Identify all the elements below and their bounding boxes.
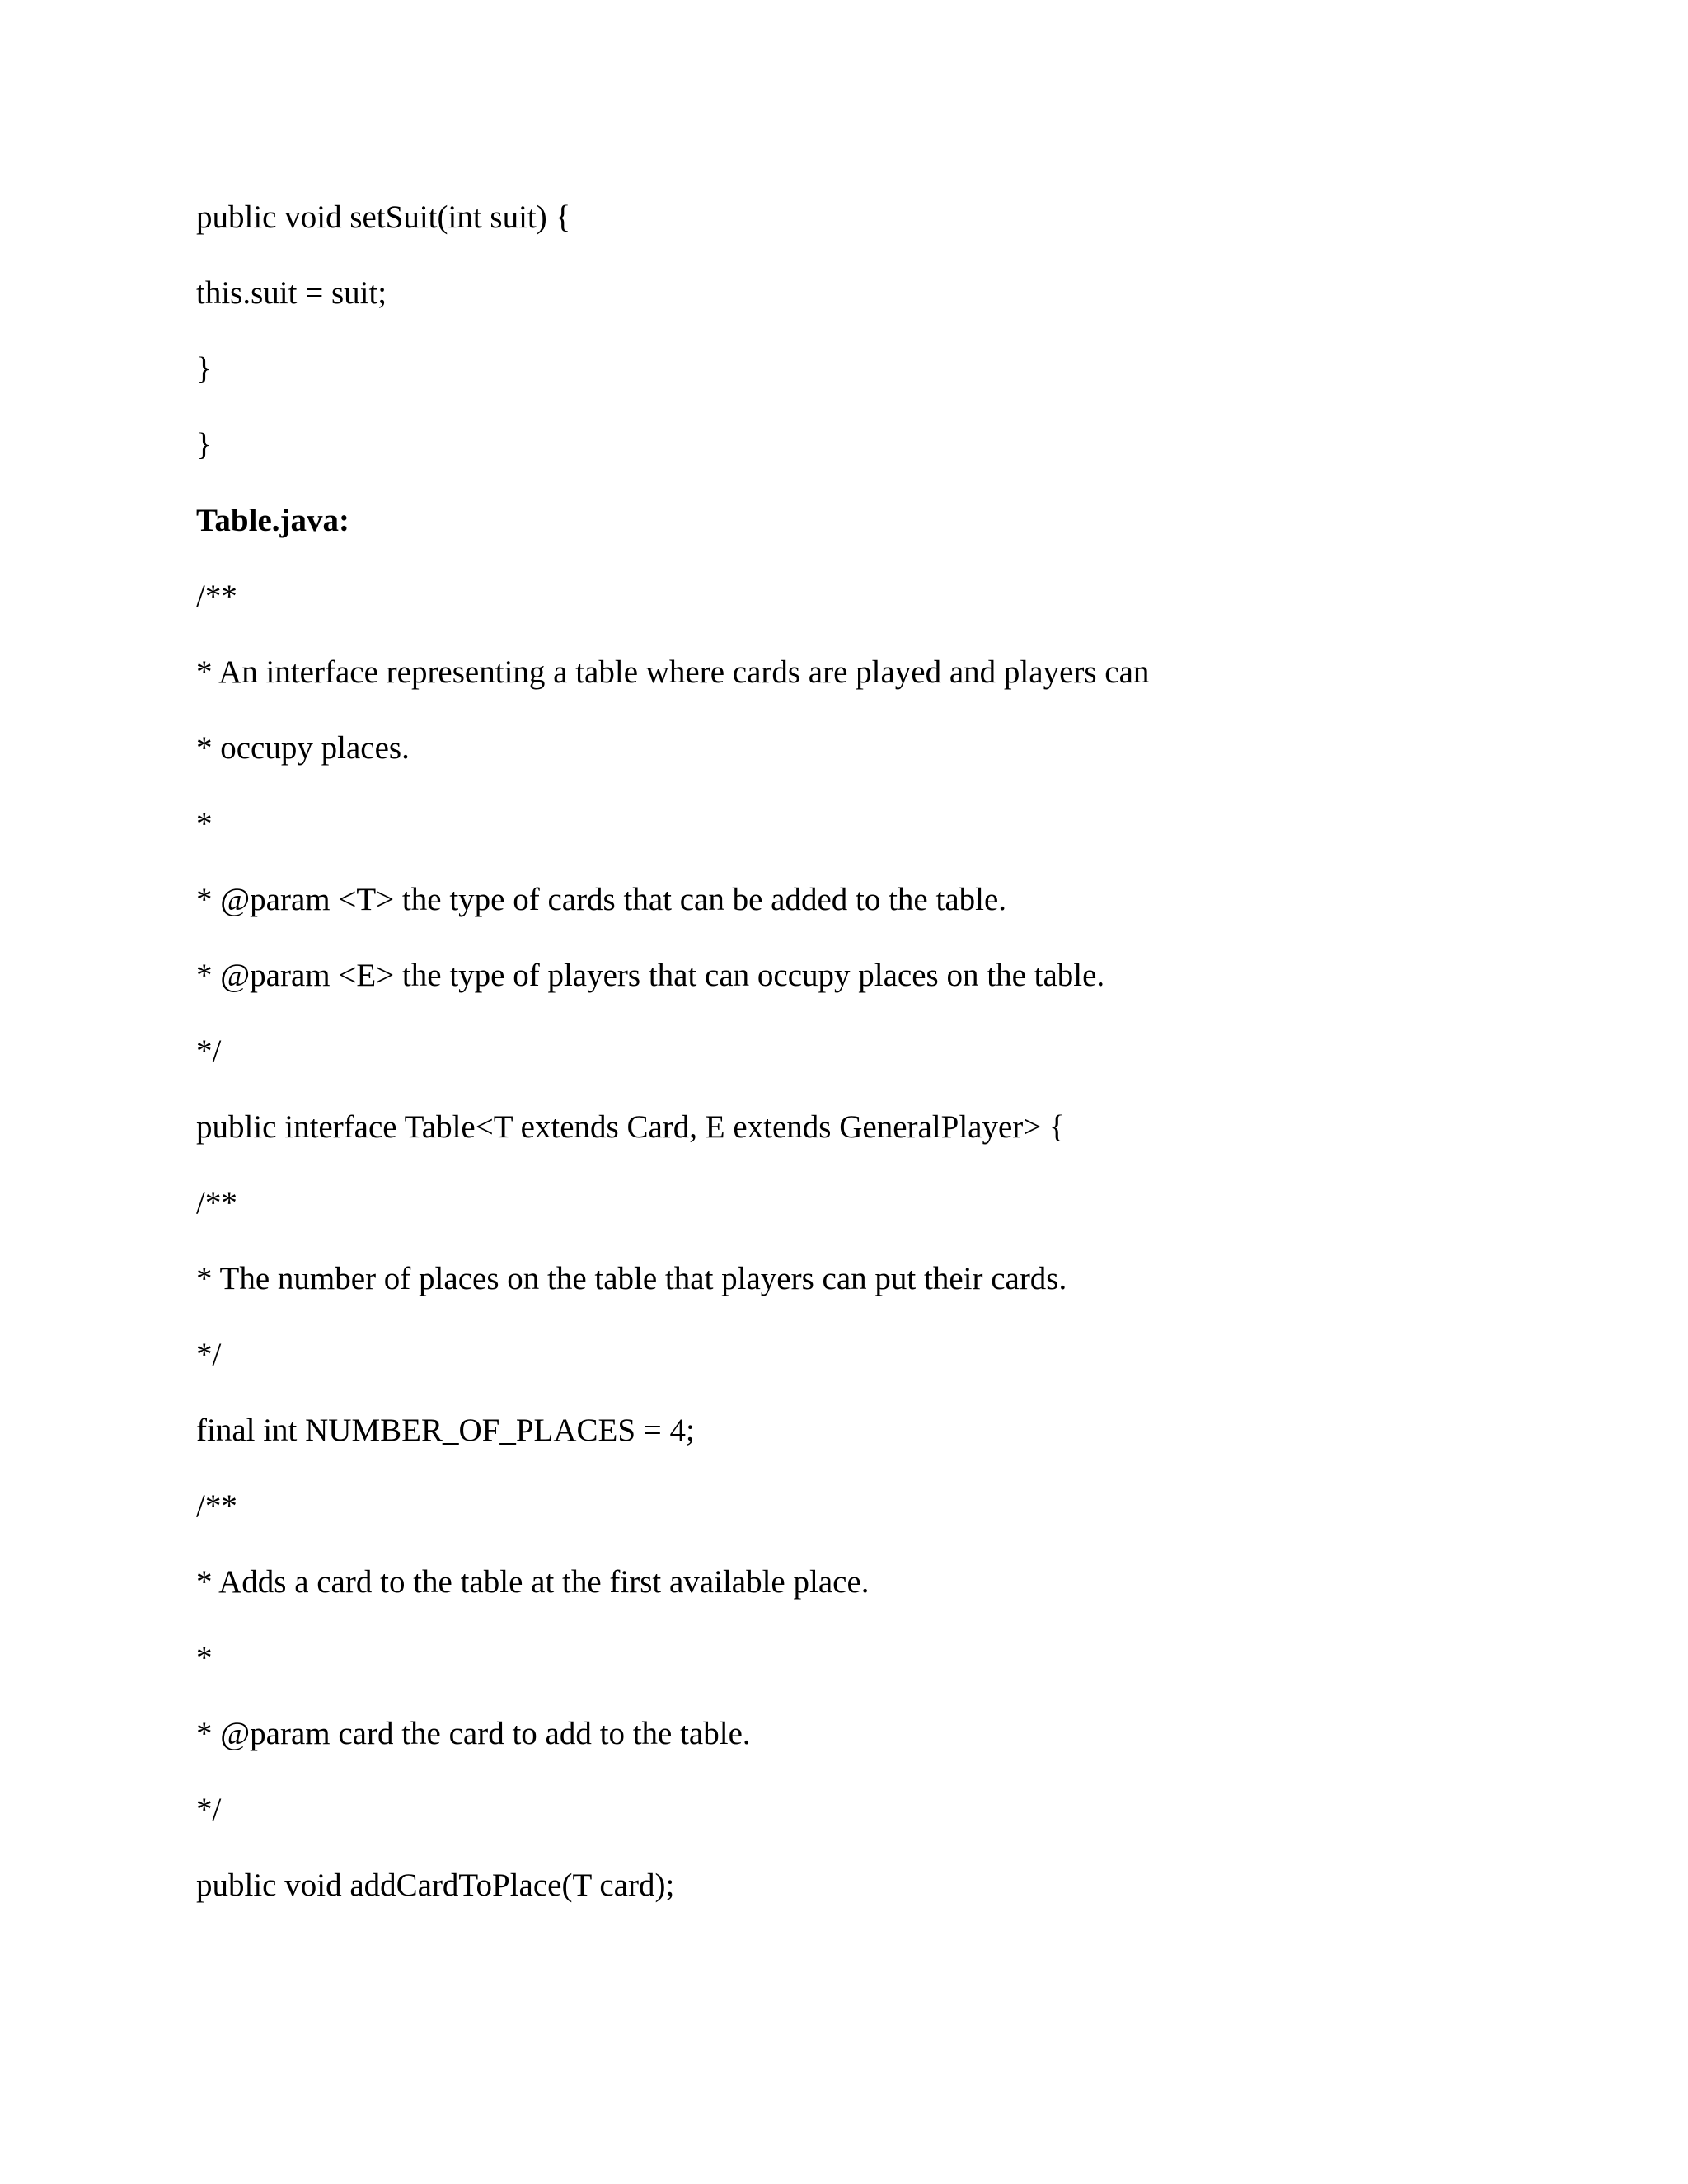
text-line: */ [196,1792,222,1827]
text-line: public void addCardToPlace(T card); [196,1868,675,1903]
text-line: * An interface representing a table where cards are played and players can [196,654,1150,690]
text-line: * [196,806,213,841]
text-line: * occupy places. [196,730,410,766]
text-line: this.suit = suit; [196,275,387,311]
text-line: * @param <E> the type of players that can occupy places on the table. [196,958,1105,993]
document-body [196,193,1597,1937]
text-line: public interface Table<T extends Card, E extends GeneralPlayer> { [196,1109,1065,1145]
text-line: */ [196,1337,222,1372]
text-line: * Adds a card to the table at the first available place. [196,1564,870,1600]
text-line: final int NUMBER_OF_PLACES = 4; [196,1413,695,1448]
text-line: public void setSuit(int suit) { [196,199,571,235]
text-line: /** [196,1185,237,1221]
text-line: */ [196,1033,222,1069]
text-line: * @param card the card to add to the table. [196,1716,751,1751]
text-line: /** [196,579,237,614]
text-line: * The number of places on the table that players can put their cards. [196,1261,1067,1296]
text-line: * @param <T> the type of cards that can be added to the table. [196,882,1007,917]
text-line: * [196,1640,213,1675]
text-line: } [196,427,212,462]
section-heading: Table.java: [196,503,349,538]
text-line: } [196,351,212,387]
text-line: /** [196,1488,237,1524]
